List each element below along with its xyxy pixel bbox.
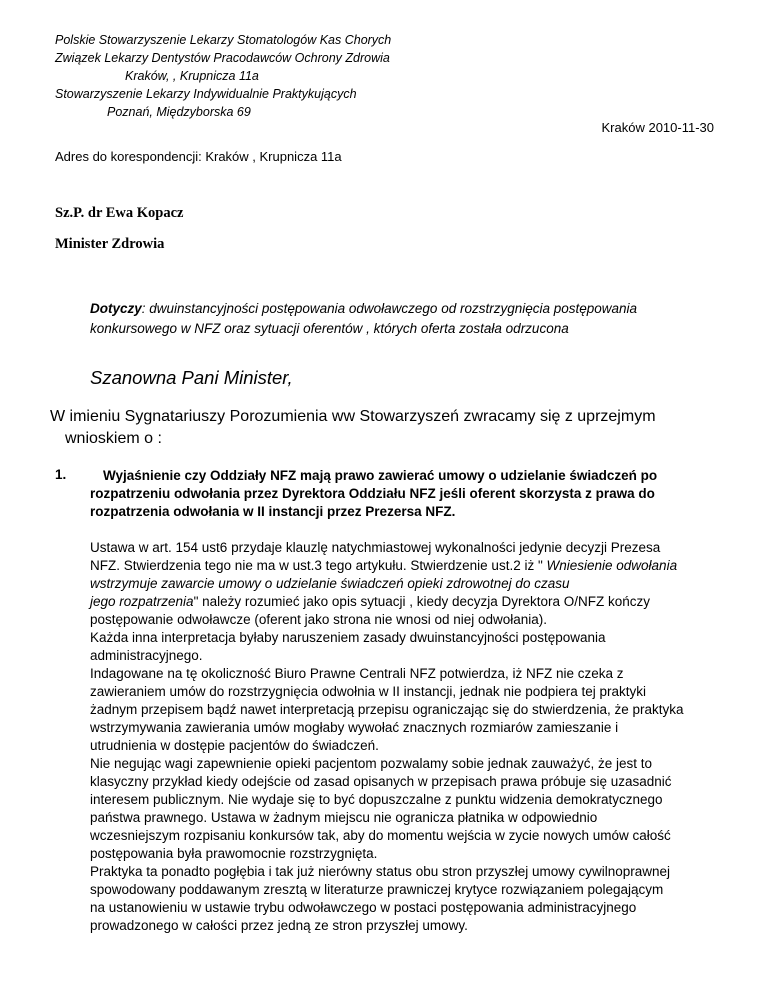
letter-date: Kraków 2010-11-30 [601,120,714,135]
body-line: Ustawa w art. 154 ust6 przydaje klauzlę natychmiastowej wykonalności jedynie decyzji Prezesa [90,540,661,555]
body-line: Praktyka ta ponadto pogłębia i tak już nierówny status obu stron przyszłej umowy cywilnoprawnej [90,864,671,879]
intro-line-1: W imieniu Sygnatariuszy Porozumienia ww Stowarzyszeń zwracamy się z uprzejmym [50,408,656,425]
item-heading [90,467,730,521]
letterhead [55,31,455,121]
body-line: jego rozpatrzenia" należy rozumieć jako opis sytuacji , kiedy decyzja Dyrektora O/NFZ kończy [90,594,651,609]
intro-paragraph [50,406,730,450]
body-line: państwa prawnego. Ustawa w żadnym miejscu nie ogranicza płatnika w odpowiednio [90,810,598,825]
body-line: Nie negując wagi zapewnienie opieki pacjentom pozwalamy sobie jednak zauważyć, że jest to [90,756,653,771]
body-line: spowodowany poddawanym zresztą w literaturze prawniczej krytyce rozwiązaniem polegającym [90,882,664,897]
body-line: Każda inna interpretacja byłaby naruszeniem zasady dwuinstancyjności postępowania [90,630,606,645]
item-heading-line-1: Wyjaśnienie czy Oddziały NFZ mają prawo zawierać umowy o udzielanie świadczeń po [103,468,658,483]
item-heading-line-2: rozpatrzeniu odwołania przez Dyrektora Oddziału NFZ jeśli oferent skorzysta z prawa do [90,486,655,501]
letterhead-line-4: Stowarzyszenie Lekarzy Indywidualnie Praktykujących [55,87,357,101]
body-line: postępowania była prawomocnie rozstrzygnięta. [90,846,378,861]
body-line: wczesniejszym rozpisaniu konkursów tak, aby do momentu wejścia w zycie nowych umów całość [90,828,671,843]
letterhead-line-5: Poznań, Międzyborska 69 [107,105,251,119]
body-line: zawieraniem umów do rozstrzygnięcia odwołnia w II instancji, jednak nie podpiera tej praktyki [90,684,647,699]
body-line: klasyczny przykład kiedy odejście od zasad opisanych w przepisach prawa próbuje się uzasadnić [90,774,672,789]
letterhead-line-2: Związek Lekarzy Dentystów Pracodawców Ochrony Zdrowia [55,51,390,65]
body-text [90,539,730,935]
body-line: NFZ. Stwierdzenia tego nie ma w ust.3 tego artykułu. Stwierdzenie ust.2 iż " Wniesienie odwołania [90,558,678,573]
body-line: na ustanowieniu w ustawie trybu odwoławczego w postaci postępowania administracyjnego [90,900,637,915]
subject-text-1: : dwuinstancyjności postępowania odwoławczego od rozstrzygnięcia postępowania [141,301,638,316]
body-line: żadnym przepisem bądź nawet interpretacją przepisu ograniczając się do stwierdzenia, że praktyka [90,702,684,717]
body-line: wstrzymuje zawarcie umowy o udzielanie świadczeń opieki zdrowotnej do czasu [90,576,570,591]
body-line: wstrzymywania zawierania umów mogłaby wywołać znacznych rozmiarów zamieszanie i [90,720,619,735]
item-heading-line-3: rozpatrzenia odwołania w II instancji przez Prezersa NFZ. [90,504,456,519]
letterhead-line-3: Kraków, , Krupnicza 11a [125,69,259,83]
body-line: utrudnienia w dostępie pacjentów do świadczeń. [90,738,379,753]
letterhead-line-1: Polskie Stowarzyszenie Lekarzy Stomatologów Kas Chorych [55,33,392,47]
correspondence-address: Adres do korespondencji: Kraków , Krupnicza 11a [55,149,342,164]
recipient-title: Minister Zdrowia [55,236,165,252]
intro-line-2: wnioskiem o : [65,430,162,447]
greeting: Szanowna Pani Minister, [90,367,293,388]
subject [90,299,730,339]
body-line: Indagowane na tę okoliczność Biuro Prawne Centrali NFZ potwierdza, iż NFZ nie czeka z [90,666,624,681]
recipient-name: Sz.P. dr Ewa Kopacz [55,205,184,221]
body-line: prowadzonego w całości przez jedną ze stron przyszłej umowy. [90,918,468,933]
subject-text-2: konkursowego w NFZ oraz sytuacji oferentów , których oferta została odrzucona [90,321,569,336]
body-line: administracyjnego. [90,648,203,663]
body-line: interesem publicznym. Nie wydaje się to być dopuszczalne z punktu widzenia demokratycznego [90,792,663,807]
item-number: 1. [55,467,67,482]
body-line: postępowanie odwoławcze (oferent jako strona nie wnosi od niej odwołania). [90,612,548,627]
subject-label: Dotyczy [90,301,142,316]
